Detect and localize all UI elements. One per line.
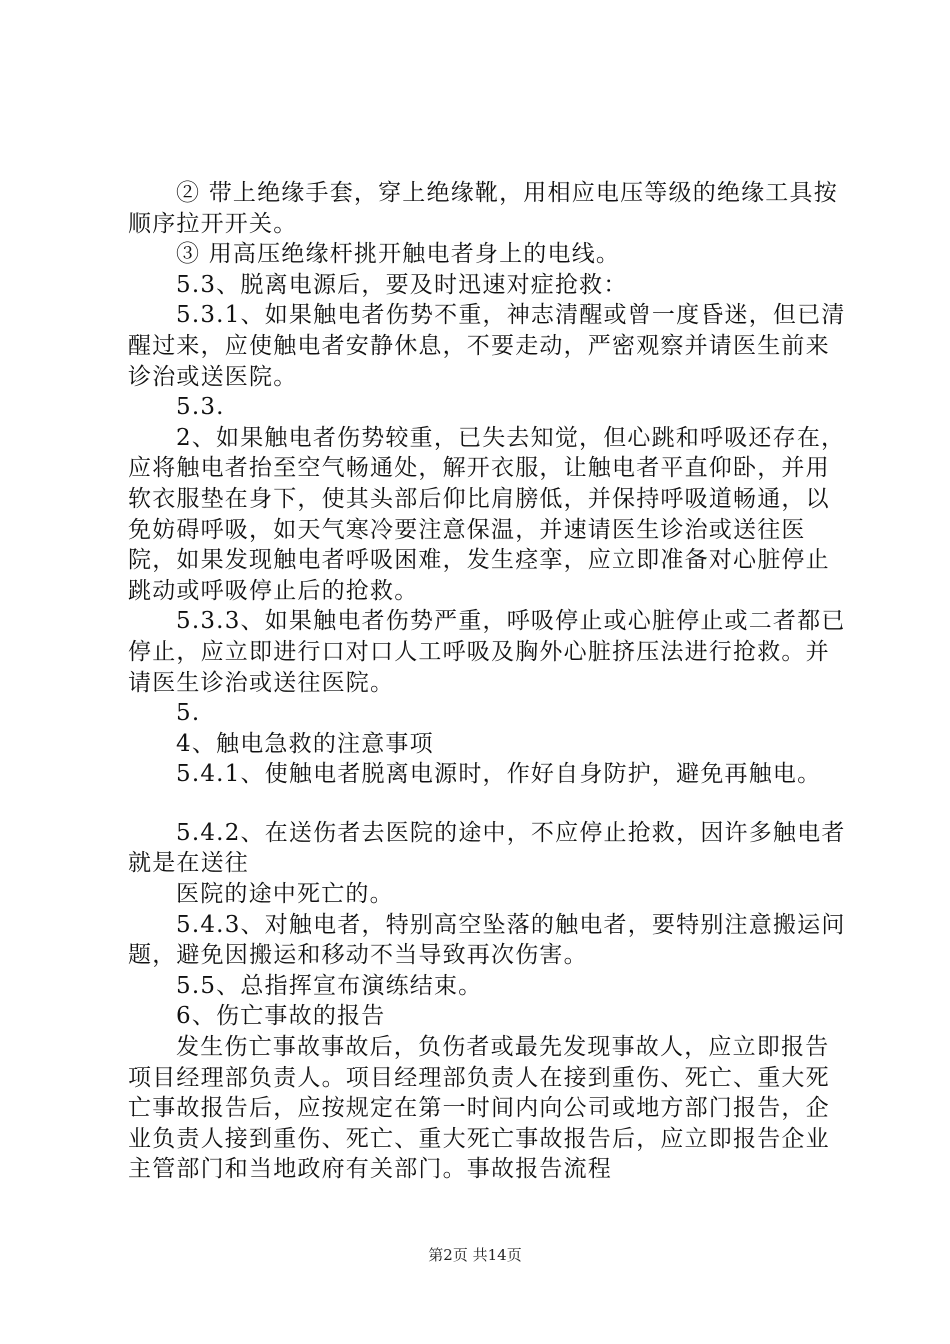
paragraph-5-fragment: 5. bbox=[176, 700, 201, 727]
paragraph-5-4-3: 5.4.3、对触电者，特别高空坠落的触电者，要特别注意搬运问题，避免因搬运和移动不当导致再次伤害。 bbox=[128, 911, 846, 969]
paragraph-5-3-1: 5.3.1、如果触电者伤势不重，神志清醒或曾一度昏迷，但已清醒过来，应使触电者安静休息，不要走动，严密观察并请医生前来诊治或送医院。 bbox=[128, 302, 846, 390]
heading-5-3: 5.3、脱离电源后，要及时迅速对症抢救： bbox=[176, 271, 628, 298]
paragraph-5-3-3: 5.3.3、如果触电者伤势严重，呼吸停止或心脏停止或二者都已停止，应立即进行口对口人工呼吸及胸外心脏挤压法进行抢救。并请医生诊治或送往医院。 bbox=[128, 608, 846, 696]
paragraph-5-3-fragment: 5.3. bbox=[176, 394, 225, 421]
page-number: 第2页 共14页 bbox=[428, 1246, 522, 1264]
paragraph-5-4-2: 5.4.2、在送伤者去医院的途中，不应停止抢救，因许多触电者就是在送往 bbox=[128, 819, 846, 877]
paragraph-5-4-1: 5.4.1、使触电者脱离电源时，作好自身防护，避免再触电。 bbox=[176, 761, 822, 788]
paragraph-5-5: 5.5、总指挥宣布演练结束。 bbox=[176, 972, 483, 999]
paragraph-5-4-2-continued: 医院的途中死亡的。 bbox=[176, 881, 394, 908]
heading-5-4: 4、触电急救的注意事项 bbox=[176, 730, 434, 757]
heading-6: 6、伤亡事故的报告 bbox=[176, 1003, 386, 1030]
paragraph-5-3-2: 2、如果触电者伤势较重，已失去知觉，但心跳和呼吸还存在，应将触电者抬至空气畅通处，解开衣服，让触电者平直仰卧，并用软衣服垫在身下，使其头部后仰比肩膀低，并保持呼吸道畅通，以免妨碍呼吸，如天气寒冷要注意保温，并速请医生诊治或送往医院，如果发现触电者呼吸困难，发生痉挛，应立即准备对心脏停止跳动或呼吸停止后的抢救。 bbox=[128, 424, 846, 604]
paragraph-insulated-pole: ③ 用高压绝缘杆挑开触电者身上的电线。 bbox=[176, 241, 621, 268]
blank-line bbox=[128, 790, 848, 818]
document-body bbox=[128, 178, 848, 1185]
paragraph-insulated-gloves: ② 带上绝缘手套，穿上绝缘靴，用相应电压等级的绝缘工具按顺序拉开开关。 bbox=[128, 180, 838, 237]
paragraph-accident-report: 发生伤亡事故事故后，负伤者或最先发现事故人，应立即报告项目经理部负责人。项目经理部负责人在接到重伤、死亡、重大死亡事故报告后，应按规定在第一时间内向公司或地方部门报告，企业负责人接到重伤、死亡、重大死亡事故报告后，应立即报告企业主管部门和当地政府有关部门。事故报告流程 bbox=[128, 1034, 830, 1183]
